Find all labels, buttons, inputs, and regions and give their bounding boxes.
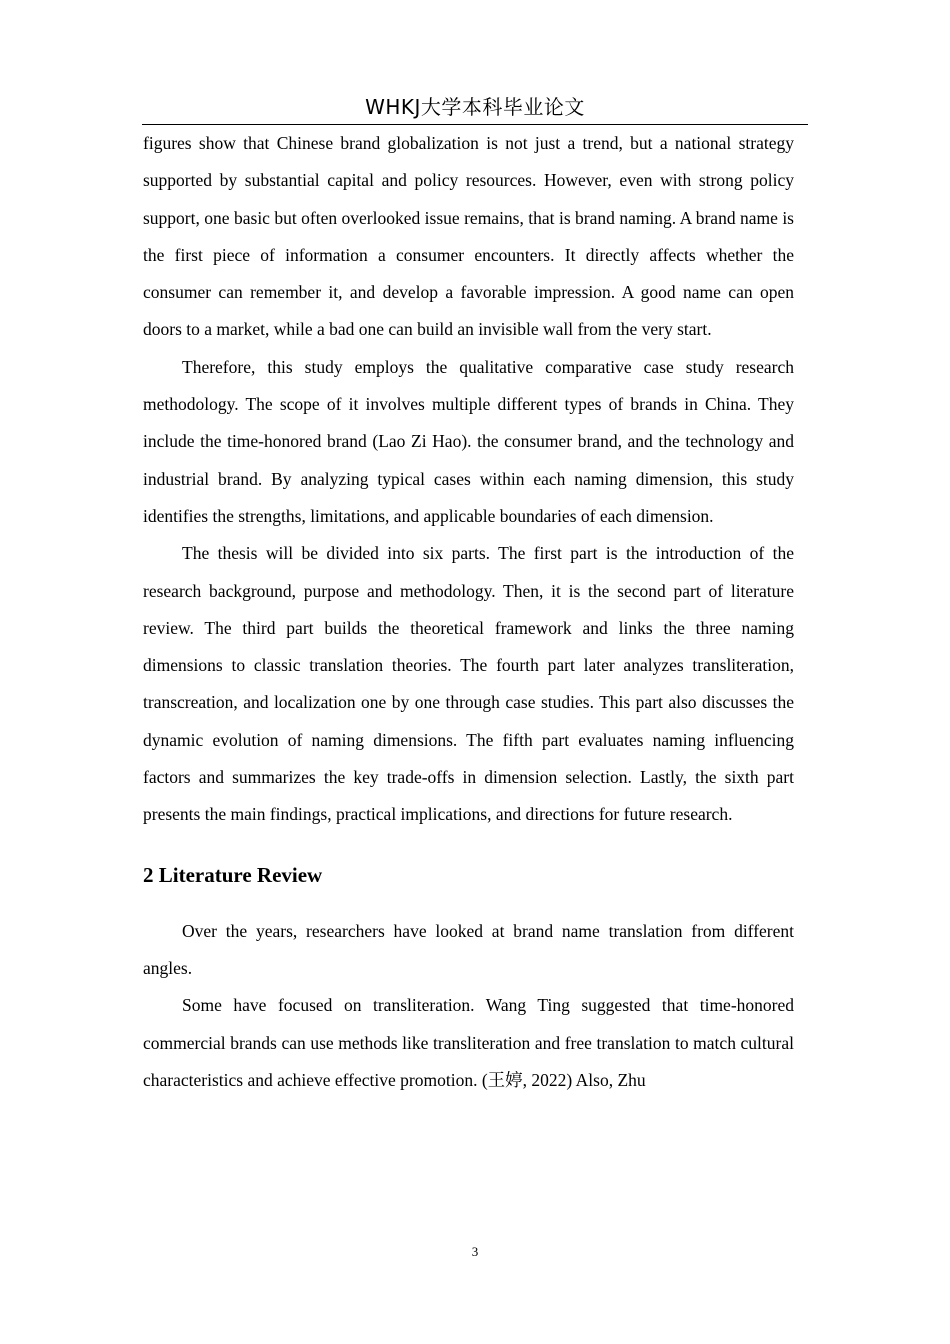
section-paragraph: Some have focused on transliteration. Wang Ting suggested that time-honored commercial brands can use methods like transliteration and free translation to match cultural characteristics and achieve effective promotion. (王婷, 2022) Also, Zhu — [143, 995, 794, 1090]
page-number: 3 — [471, 1244, 479, 1259]
section-heading: 2 Literature Review — [143, 862, 323, 887]
section-paragraph: Over the years, researchers have looked at brand name translation from different angles. — [143, 920, 794, 978]
body-paragraph: Therefore, this study employs the qualitative comparative case study research methodology. The scope of it involves multiple different types of brands in China. They include the time-honored brand (Lao Zi Hao). the consumer brand, and the technology and industrial brand. By analyzing typical cases within each naming dimension, this study identifies the strengths, limitations, and applicable boundaries of each dimension. — [143, 356, 794, 526]
header-title: WHKJ大学本科毕业论文 — [365, 95, 585, 119]
body-paragraph: The thesis will be divided into six parts. The first part is the introduction of the research background, purpose and methodology. Then, it is the second part of literature review. The third part builds the theoretical framework and links the three naming dimensions to classic translation theories. The fourth part later analyzes transliteration, transcreation, and localization one by one through case studies. This part also discusses the dynamic evolution of naming dimensions. The fifth part evaluates naming influencing factors and summarizes the key trade-offs in dimension selection. Lastly, the sixth part presents the main findings, practical implications, and directions for future research. — [143, 543, 794, 825]
page-content — [143, 125, 794, 1099]
page-header — [142, 92, 808, 125]
body-paragraph: figures show that Chinese brand globalization is not just a trend, but a national strategy supported by substantial capital and policy resources. However, even with strong policy support, one basic but often overlooked issue remains, that is brand naming. A brand name is the first piece of information a consumer encounters. It directly affects whether the consumer can remember it, and develop a favorable impression. A good name can open doors to a market, while a bad one can build an invisible wall from the very start. — [143, 133, 794, 340]
